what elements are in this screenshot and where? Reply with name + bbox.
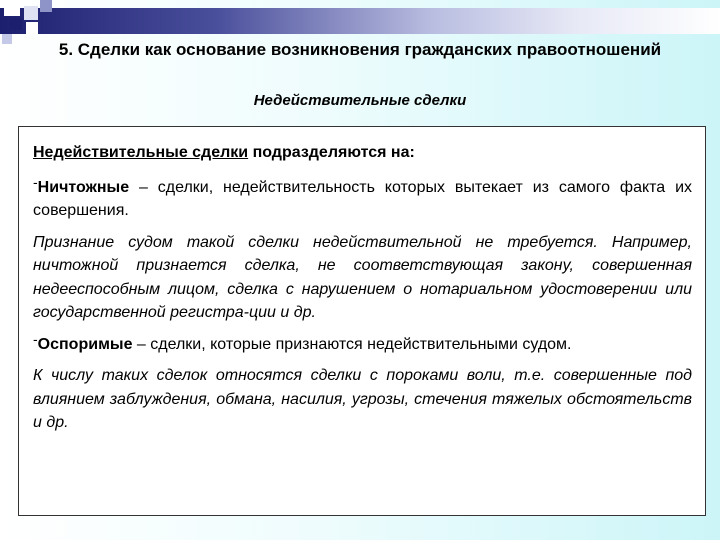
content-box bbox=[18, 126, 706, 516]
intro-underlined: Недействительные сделки bbox=[33, 144, 249, 161]
decor-square bbox=[10, 18, 22, 30]
item-voidable bbox=[33, 330, 692, 357]
slide-title: 5. Сделки как основание возникновения гражданских правоотношений bbox=[58, 40, 662, 59]
item-definition: – сделки, недействительность которых вытекает из самого факта их совершения. bbox=[33, 178, 692, 219]
slide-subtitle: Недействительные сделки bbox=[253, 92, 467, 109]
item-term: Оспоримые bbox=[37, 335, 133, 353]
item-marker: - bbox=[33, 330, 38, 347]
intro-rest: подразделяются на: bbox=[248, 144, 415, 161]
intro-paragraph bbox=[33, 141, 692, 165]
item-term: Ничтожные bbox=[37, 178, 130, 196]
decor-square bbox=[26, 22, 38, 34]
item-marker: - bbox=[33, 173, 38, 190]
item-voidable-note: К числу таких сделок относятся сделки с пороками воли, т.е. совершенные под влиянием заблуждения, обмана, насилия, угрозы, стечения тяжелых обстоятельств и др. bbox=[33, 367, 692, 431]
item-definition: – сделки, которые признаются недействительными судом. bbox=[132, 335, 572, 353]
item-nullity bbox=[33, 173, 692, 223]
decor-square bbox=[40, 0, 52, 12]
item-nullity-note: Признание судом такой сделки недействительной не требуется. Например, ничтожной признается сделка, не соответствующая закону, совершенная недееспособным лицом, сделка с нарушением о нотариальном удостоверении или государственной регистра-ции и др. bbox=[33, 233, 692, 321]
decor-square bbox=[24, 6, 38, 20]
decor-square bbox=[4, 0, 20, 16]
header-gradient-bar bbox=[0, 8, 720, 34]
